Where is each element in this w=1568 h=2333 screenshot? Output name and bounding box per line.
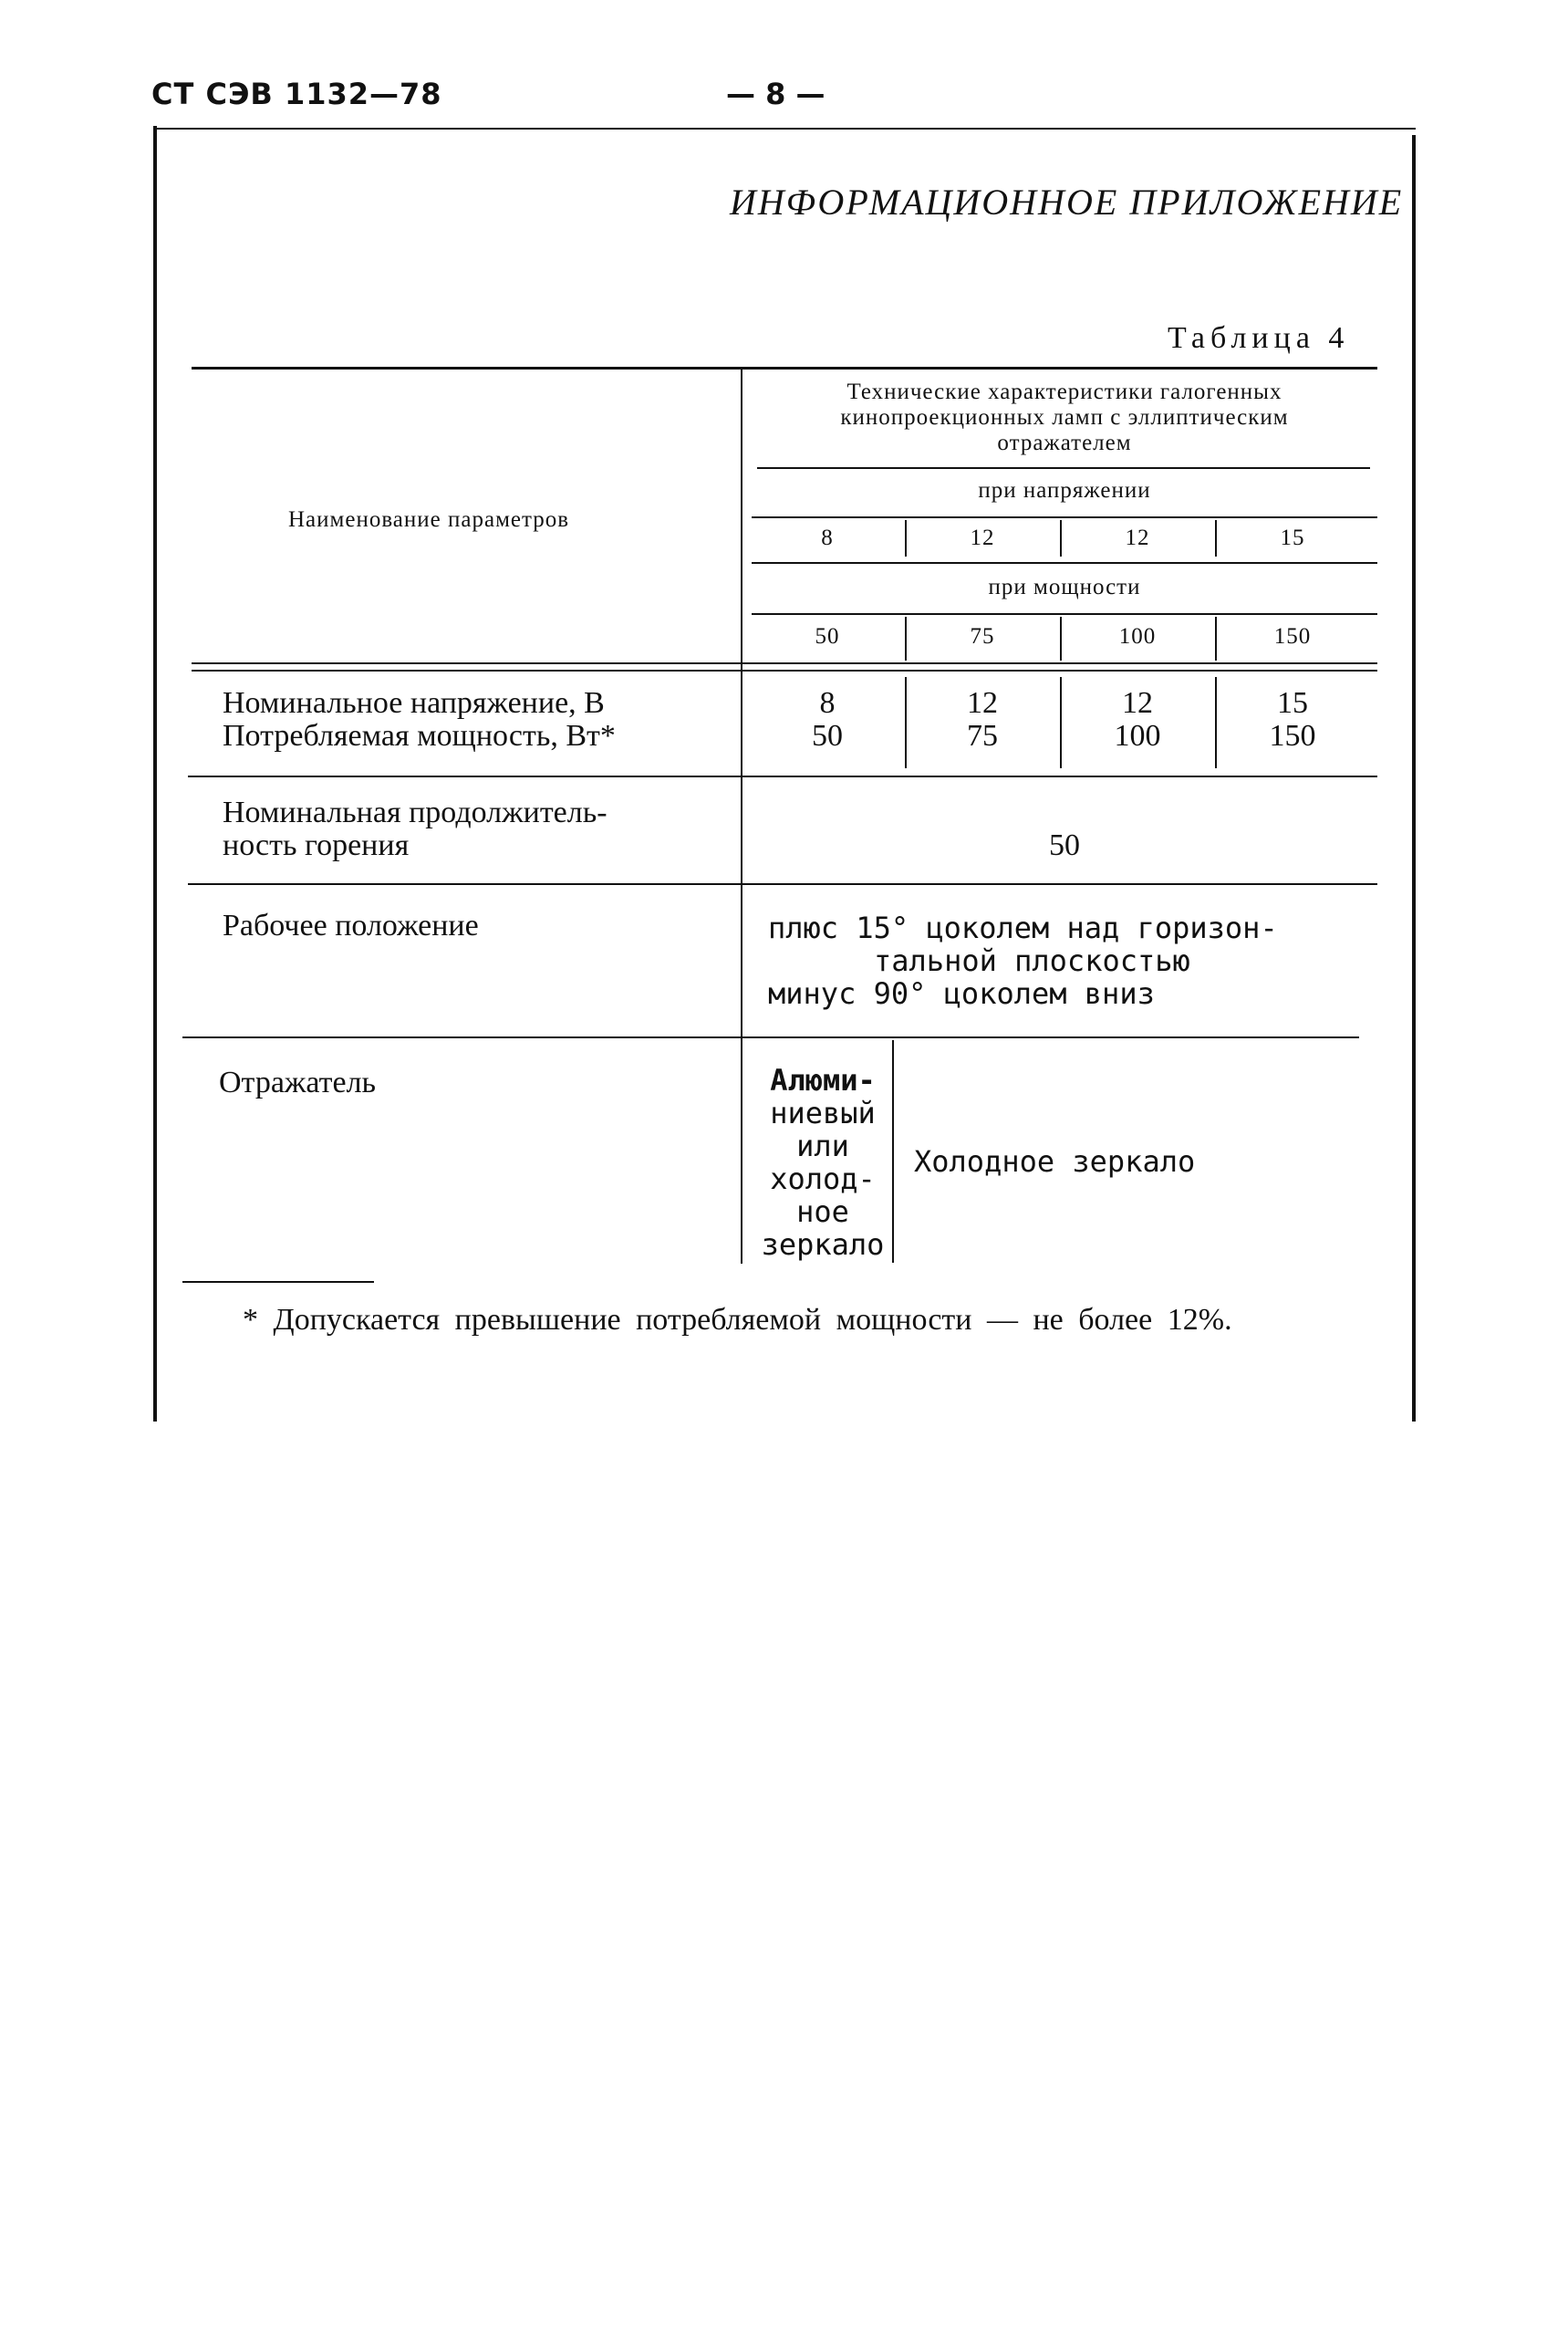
position-value-line-2: тальной плоскостью [874,943,1190,978]
reflector-value-b: Холодное зеркало [914,1144,1196,1179]
appendix-title: ИНФОРМАЦИОННОЕ ПРИЛОЖЕНИЕ [730,182,1404,223]
voltage-cell-1: 8 [821,526,834,550]
frame-right-border [1412,135,1416,1422]
power-divider-1 [905,617,907,661]
power-divider-2 [1060,617,1062,661]
data-divider-1 [905,677,907,768]
reflector-value-a-line: зеркало [761,1227,885,1262]
data-divider-3 [1215,677,1217,768]
spec-header-rule [757,467,1370,469]
voltage-row-rule [752,562,1377,564]
position-label: Рабочее положение [223,909,479,943]
voltage-subheader: при напряжении [978,478,1151,503]
voltage-value-2: 12 [967,686,998,720]
row-rule-1 [188,776,1377,777]
power-cell-2: 75 [970,624,995,649]
voltage-value-1: 8 [819,686,836,720]
page-number: — 8 — [726,77,826,111]
voltage-divider-1 [905,520,907,557]
burn-life-label-line-1: Номинальная продолжитель- [223,796,607,829]
footnote: * Допускается превышение потребляемой мощности — не более 12%. [243,1303,1232,1337]
voltage-divider-3 [1215,520,1217,557]
table-label: Таблица 4 [1168,321,1350,355]
voltage-cell-3: 12 [1125,526,1150,550]
table-top-rule [192,367,1377,370]
consumed-power-label: Потребляемая мощность, Вт* [223,719,616,753]
frame-left-border [153,126,157,1422]
spec-header-line-1: Технические характеристики галогенных [846,380,1282,404]
power-value-4: 150 [1269,719,1316,753]
reflector-divider [892,1040,894,1263]
voltage-subheader-rule [752,516,1377,518]
spec-header-line-3: отражателем [997,431,1132,455]
reflector-value-a-line: холод- [770,1161,876,1196]
reflector-value-a [744,1064,901,1261]
reflector-label: Отражатель [219,1066,377,1099]
power-value-1: 50 [812,719,843,753]
power-subheader: при мощности [988,575,1141,599]
power-value-3: 100 [1114,719,1161,753]
nominal-voltage-label: Номинальное напряжение, В [223,686,605,720]
spec-header-line-2: кинопроекционных ламп с эллиптическим [840,405,1289,430]
frame-top-border [153,128,1416,130]
header-rule-a [192,662,1377,664]
row-rule-3 [182,1036,1359,1038]
burn-life-value: 50 [1049,828,1080,862]
burn-life-label-line-2: ность горения [223,828,410,862]
voltage-cell-2: 12 [970,526,995,550]
data-divider-2 [1060,677,1062,768]
power-cell-3: 100 [1118,624,1157,649]
reflector-value-a-line: ное [796,1194,849,1229]
power-divider-3 [1215,617,1217,661]
document-id: СТ СЭВ 1132—78 [151,77,442,111]
reflector-value-a-line: или [796,1129,849,1163]
voltage-value-3: 12 [1122,686,1153,720]
power-value-2: 75 [967,719,998,753]
position-value-line-1: плюс 15° цоколем над горизон- [768,911,1278,945]
power-subheader-rule [752,613,1377,615]
reflector-value-a-line: Алюми- [770,1063,876,1098]
row-rule-2 [188,883,1377,885]
table-column-divider [741,370,742,1264]
power-cell-1: 50 [815,624,840,649]
voltage-cell-4: 15 [1280,526,1305,550]
param-column-header: Наименование параметров [288,507,570,532]
header-rule-b [192,670,1377,672]
reflector-value-a-line: ниевый [770,1096,876,1130]
voltage-value-4: 15 [1277,686,1308,720]
voltage-divider-2 [1060,520,1062,557]
footnote-rule [182,1281,374,1283]
position-value-line-3: минус 90° цоколем вниз [768,976,1155,1011]
power-cell-4: 150 [1273,624,1312,649]
